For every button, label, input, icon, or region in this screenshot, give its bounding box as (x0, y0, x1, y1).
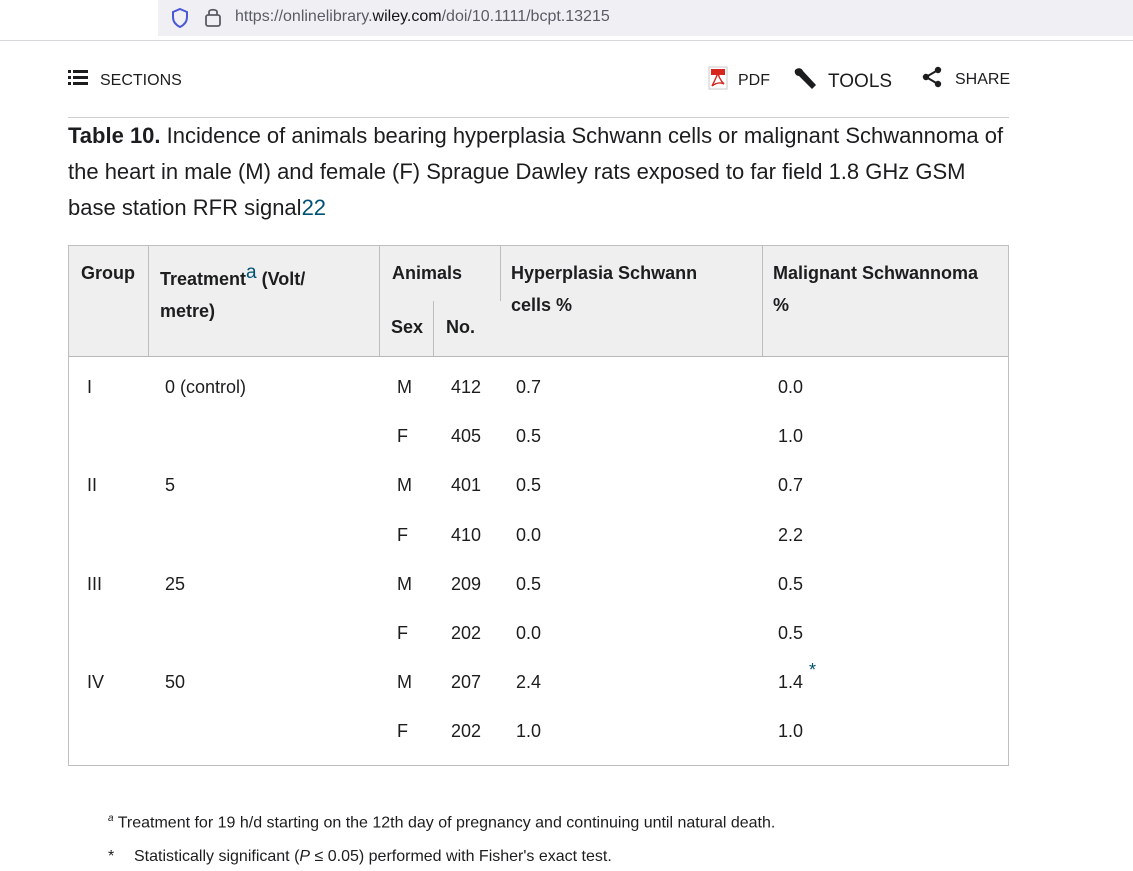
footnote-star-p: P (299, 848, 311, 865)
cell-number: 209 (451, 574, 482, 594)
header-divider (379, 246, 380, 356)
header-malignant-text: Malignant Schwannoma (773, 263, 979, 283)
cell-treatment: 50 (165, 672, 186, 692)
footnote-a-text: Treatment for 19 h/d starting on the 12th day of pregnancy and continuing until natural death. (113, 814, 776, 832)
pdf-icon (708, 66, 728, 95)
header-hyperplasia-unit: cells % (511, 295, 573, 315)
browser-divider (0, 40, 1133, 41)
header-hyperplasia (511, 257, 751, 321)
table-label: Table 10. (68, 123, 161, 148)
cell-sex: M (397, 672, 412, 692)
header-no: No. (446, 317, 475, 337)
cell-number: 207 (451, 672, 482, 692)
cell-malignant: 0.7 (778, 475, 804, 495)
cell-sex: M (397, 475, 412, 495)
table-caption (68, 118, 1018, 226)
cell-number: 401 (451, 475, 482, 495)
cell-treatment: 5 (165, 475, 176, 495)
cell-number: 405 (451, 426, 482, 446)
wrench-icon (792, 66, 818, 98)
cell-malignant: 2.2 (778, 525, 804, 545)
cell-hyperplasia: 0.7 (516, 377, 542, 397)
header-divider (762, 246, 763, 356)
sections-label: SECTIONS (100, 71, 182, 89)
cell-sex: F (397, 721, 408, 741)
tools-label: TOOLS (828, 71, 893, 92)
cell-number: 410 (451, 525, 482, 545)
tools-button[interactable] (792, 66, 892, 98)
header-hyperplasia-text: Hyperplasia Schwann (511, 263, 698, 283)
significance-marker[interactable]: * (809, 660, 817, 680)
cell-group: II (87, 475, 98, 495)
cell-hyperplasia: 1.0 (516, 721, 542, 741)
cell-hyperplasia: 0.0 (516, 623, 542, 643)
cell-hyperplasia: 0.5 (516, 475, 542, 495)
url-text[interactable] (235, 8, 610, 26)
tracking-shield-icon[interactable] (170, 7, 190, 34)
table-header (69, 246, 1008, 357)
url-suffix: /doi/10.1111/bcpt.13215 (441, 8, 610, 25)
cell-sex: F (397, 525, 408, 545)
cell-treatment: 25 (165, 574, 186, 594)
article-toolbar (68, 66, 1009, 102)
header-treatment (160, 257, 370, 327)
header-divider (500, 246, 501, 301)
footnote-star-text-2: ≤ 0.05) performed with Fisher's exact test. (310, 848, 612, 865)
cell-hyperplasia: 0.5 (516, 426, 542, 446)
cell-malignant: 1.4 (778, 672, 804, 692)
cell-number: 412 (451, 377, 482, 397)
header-malignant-unit: % (773, 295, 790, 315)
header-malignant (773, 257, 1003, 321)
reference-link[interactable]: 22 (301, 195, 327, 220)
cell-sex: F (397, 426, 408, 446)
footnote-a (108, 813, 775, 832)
cell-hyperplasia: 0.5 (516, 574, 542, 594)
share-button[interactable] (921, 66, 1010, 93)
cell-malignant: 0.5 (778, 574, 804, 594)
caption-text: Incidence of animals bearing hyperplasia Schwann cells or malignant Schwannoma of the heart in male (M) and female (F) Sprague Dawley rats exposed to far field 1.8 GHz GSM base station RFR signal (68, 123, 1004, 220)
share-icon (921, 66, 943, 93)
cell-group: IV (87, 672, 105, 692)
url-domain: wiley.com (372, 8, 442, 25)
header-divider (148, 246, 149, 356)
footnote-star-text: Statistically significant ( (134, 848, 300, 865)
cell-treatment: 0 (control) (165, 377, 247, 397)
lock-icon[interactable] (204, 6, 222, 33)
footnote-star (108, 848, 612, 866)
cell-number: 202 (451, 623, 482, 643)
cell-hyperplasia: 2.4 (516, 672, 542, 692)
data-table (68, 245, 1009, 766)
header-treatment-unit-2: metre) (160, 301, 216, 321)
cell-group: III (87, 574, 103, 594)
header-divider (433, 301, 434, 356)
cell-sex: M (397, 377, 412, 397)
cell-sex: F (397, 623, 408, 643)
cell-malignant: 1.0 (778, 426, 804, 446)
footnote-a-link[interactable]: a (246, 262, 257, 283)
sections-button[interactable] (68, 70, 182, 91)
footnote-star-mark: * (108, 848, 115, 865)
cell-group: I (87, 377, 93, 397)
pdf-button[interactable] (708, 66, 770, 95)
list-icon (68, 70, 88, 91)
footnote-a-mark: a (108, 813, 114, 824)
cell-number: 202 (451, 721, 482, 741)
header-treatment-unit: (Volt/ (256, 269, 306, 289)
header-treatment-text: Treatment (160, 269, 247, 289)
cell-hyperplasia: 0.0 (516, 525, 542, 545)
header-animals: Animals (392, 263, 463, 283)
cell-malignant: 0.0 (778, 377, 804, 397)
pdf-label: PDF (738, 71, 770, 89)
cell-sex: M (397, 574, 412, 594)
header-sex: Sex (391, 317, 424, 337)
share-label: SHARE (955, 70, 1011, 88)
cell-malignant: 0.5 (778, 623, 804, 643)
header-group: Group (81, 263, 135, 283)
cell-malignant: 1.0 (778, 721, 804, 741)
url-prefix: https://onlinelibrary. (235, 8, 373, 25)
